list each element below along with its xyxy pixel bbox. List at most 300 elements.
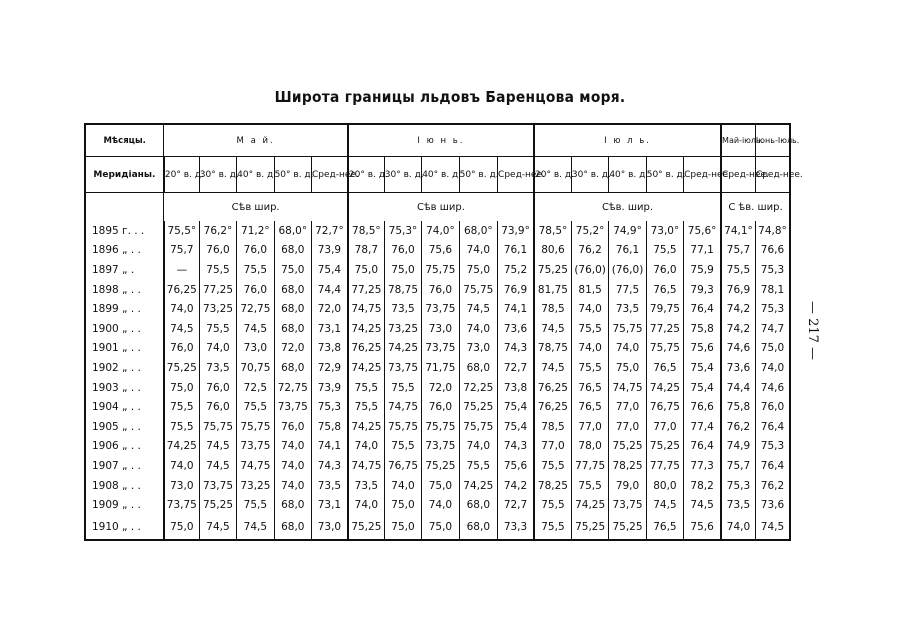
value-cell: 73,0° bbox=[646, 221, 683, 241]
value-cell: 74,5 bbox=[534, 319, 571, 339]
value-cell: 68,0 bbox=[274, 319, 311, 339]
value-cell: 75,5 bbox=[199, 319, 236, 339]
value-cell: 75,25 bbox=[199, 495, 236, 515]
value-cell: 73,6 bbox=[498, 319, 534, 339]
value-cell: 76,25 bbox=[534, 378, 571, 398]
value-cell: 74,2 bbox=[498, 476, 534, 496]
value-cell: 76,6 bbox=[755, 241, 790, 261]
value-cell: 75,0 bbox=[384, 260, 421, 280]
table-row bbox=[85, 299, 790, 319]
value-cell: 73,5 bbox=[199, 358, 236, 378]
value-cell: 75,6° bbox=[684, 221, 721, 241]
value-cell: 77,0 bbox=[609, 417, 646, 437]
value-cell: 81,5 bbox=[571, 280, 608, 300]
value-cell: — bbox=[164, 260, 199, 280]
value-cell: 74,0 bbox=[274, 437, 311, 457]
value-cell: 74,1 bbox=[498, 299, 534, 319]
value-cell: 75,0 bbox=[755, 339, 790, 359]
value-cell: 76,0 bbox=[237, 280, 274, 300]
value-cell: 80,6 bbox=[534, 241, 571, 261]
value-cell: 75,75 bbox=[459, 417, 497, 437]
month-june-july: Іюнь-Іюль. bbox=[755, 124, 790, 157]
value-cell: 78,7 bbox=[348, 241, 384, 261]
value-cell: 68,0 bbox=[274, 280, 311, 300]
value-cell: 71,2° bbox=[237, 221, 274, 241]
value-cell: 73,75 bbox=[422, 339, 459, 359]
value-cell: 77,0 bbox=[646, 417, 683, 437]
value-cell: 73,0 bbox=[237, 339, 274, 359]
year-cell: 1909 „ . . bbox=[85, 495, 164, 515]
year-cell: 1901 „ . . bbox=[85, 339, 164, 359]
value-cell: 76,0 bbox=[199, 397, 236, 417]
header-row-months bbox=[85, 124, 790, 157]
value-cell: 73,9° bbox=[498, 221, 534, 241]
table-row bbox=[85, 495, 790, 515]
value-cell: 74,25 bbox=[348, 358, 384, 378]
value-cell: 75,75 bbox=[646, 339, 683, 359]
value-cell: 75,25 bbox=[609, 437, 646, 457]
month-may-july: Май-іюль. bbox=[721, 124, 755, 157]
page-number-text: — 217 — bbox=[805, 300, 821, 360]
value-cell: 74,1° bbox=[721, 221, 755, 241]
meridian-header: 30° в. д. bbox=[571, 157, 608, 193]
ice-latitude-table bbox=[84, 123, 803, 541]
value-cell: 75,6 bbox=[684, 515, 721, 540]
table-row bbox=[85, 417, 790, 437]
value-cell: 72,75 bbox=[274, 378, 311, 398]
value-cell: 75,75 bbox=[237, 417, 274, 437]
value-cell: 75,5 bbox=[348, 397, 384, 417]
value-cell: 73,5 bbox=[721, 495, 755, 515]
meridian-header: 50° в. д. bbox=[459, 157, 497, 193]
value-cell: 74,75 bbox=[348, 456, 384, 476]
value-cell: 73,75 bbox=[237, 437, 274, 457]
value-cell: 75,4 bbox=[684, 378, 721, 398]
value-cell: 75,4 bbox=[311, 260, 347, 280]
value-cell: 77,3 bbox=[684, 456, 721, 476]
value-cell: 70,75 bbox=[237, 358, 274, 378]
value-cell: 74,0 bbox=[459, 319, 497, 339]
value-cell: 74,25 bbox=[384, 339, 421, 359]
value-cell: 73,75 bbox=[422, 437, 459, 457]
value-cell: 74,0 bbox=[459, 241, 497, 261]
north-lat-label-may: Сѣв шир. bbox=[164, 193, 348, 222]
year-cell: 1910 „ . . bbox=[85, 515, 164, 540]
value-cell: 76,0 bbox=[384, 241, 421, 261]
meridian-header: 30° в. д. bbox=[384, 157, 421, 193]
mean-header: Сред-нее. bbox=[684, 157, 721, 193]
value-cell: 76,75 bbox=[384, 456, 421, 476]
value-cell: 74,5 bbox=[237, 319, 274, 339]
year-cell: 1897 „ . bbox=[85, 260, 164, 280]
value-cell: 75,5 bbox=[571, 319, 608, 339]
mean-header: Сред-нее. bbox=[755, 157, 790, 193]
value-cell: 75,25 bbox=[609, 515, 646, 540]
value-cell: 75,0 bbox=[274, 260, 311, 280]
value-cell: 76,0 bbox=[422, 280, 459, 300]
value-cell: 74,0 bbox=[164, 456, 199, 476]
table-row bbox=[85, 476, 790, 496]
value-cell: 74,5 bbox=[237, 515, 274, 540]
value-cell: 78,5 bbox=[534, 299, 571, 319]
value-cell: 74,0 bbox=[348, 437, 384, 457]
value-cell: 74,0 bbox=[609, 339, 646, 359]
value-cell: 75,3 bbox=[755, 437, 790, 457]
value-cell: 76,0 bbox=[755, 397, 790, 417]
value-cell: 75,9 bbox=[684, 260, 721, 280]
value-cell: 75,7 bbox=[721, 241, 755, 261]
meridian-header: 20° в. д. bbox=[348, 157, 384, 193]
value-cell: 72,7 bbox=[498, 358, 534, 378]
value-cell: (76,0) bbox=[609, 260, 646, 280]
value-cell: 76,0 bbox=[199, 378, 236, 398]
value-cell: 73,5 bbox=[609, 299, 646, 319]
value-cell: 72,0 bbox=[274, 339, 311, 359]
value-cell: 68,0 bbox=[274, 241, 311, 261]
value-cell: 72,25 bbox=[459, 378, 497, 398]
year-cell: 1898 „ . . bbox=[85, 280, 164, 300]
value-cell: 76,2° bbox=[199, 221, 236, 241]
value-cell: 76,9 bbox=[721, 280, 755, 300]
table-row bbox=[85, 437, 790, 457]
value-cell: 74,25 bbox=[571, 495, 608, 515]
value-cell: 75,0 bbox=[348, 260, 384, 280]
value-cell: 74,75 bbox=[609, 378, 646, 398]
value-cell: 73,0 bbox=[459, 339, 497, 359]
value-cell: 74,5 bbox=[199, 515, 236, 540]
value-cell: 76,4 bbox=[755, 417, 790, 437]
value-cell: 74,0 bbox=[274, 456, 311, 476]
value-cell: 74,6 bbox=[721, 339, 755, 359]
value-cell: 73,5 bbox=[384, 299, 421, 319]
meridians-label: Меридіаны. bbox=[85, 157, 164, 193]
value-cell: 74,25 bbox=[348, 319, 384, 339]
value-cell: 75,0 bbox=[164, 378, 199, 398]
value-cell: 74,2 bbox=[721, 319, 755, 339]
year-cell: 1905 „ . . bbox=[85, 417, 164, 437]
value-cell: 72,5 bbox=[237, 378, 274, 398]
table-row bbox=[85, 397, 790, 417]
value-cell: 77,5 bbox=[609, 280, 646, 300]
value-cell: 75,5 bbox=[646, 241, 683, 261]
value-cell: 74,25 bbox=[646, 378, 683, 398]
value-cell: 74,0 bbox=[199, 339, 236, 359]
value-cell: 75,5 bbox=[199, 260, 236, 280]
value-cell: 75,0 bbox=[384, 515, 421, 540]
value-cell: 75,5° bbox=[164, 221, 199, 241]
value-cell: 79,3 bbox=[684, 280, 721, 300]
value-cell: 72,9 bbox=[311, 358, 347, 378]
value-cell: 75,3 bbox=[755, 299, 790, 319]
value-cell: 75,8 bbox=[684, 319, 721, 339]
value-cell: 72,0 bbox=[311, 299, 347, 319]
value-cell: 74,9° bbox=[609, 221, 646, 241]
value-cell: 68,0 bbox=[274, 358, 311, 378]
value-cell: 81,75 bbox=[534, 280, 571, 300]
value-cell: 76,1 bbox=[498, 241, 534, 261]
value-cell: 73,8 bbox=[311, 339, 347, 359]
value-cell: 73,25 bbox=[199, 299, 236, 319]
value-cell: 75,0 bbox=[459, 260, 497, 280]
value-cell: 74,0 bbox=[164, 299, 199, 319]
value-cell: 68,0 bbox=[274, 495, 311, 515]
value-cell: 76,6 bbox=[684, 397, 721, 417]
value-cell: 78,0 bbox=[571, 437, 608, 457]
value-cell: 75,5 bbox=[571, 358, 608, 378]
value-cell: 76,25 bbox=[164, 280, 199, 300]
value-cell: 73,75 bbox=[164, 495, 199, 515]
table-row bbox=[85, 456, 790, 476]
value-cell: 74,3 bbox=[498, 437, 534, 457]
value-cell: 73,9 bbox=[311, 241, 347, 261]
value-cell: 75,5 bbox=[534, 456, 571, 476]
value-cell: 74,75 bbox=[384, 397, 421, 417]
value-cell: 74,6 bbox=[755, 378, 790, 398]
value-cell: 74,0 bbox=[571, 339, 608, 359]
value-cell: 74,1 bbox=[311, 437, 347, 457]
value-cell: 75,5 bbox=[164, 397, 199, 417]
value-cell: 74,5 bbox=[646, 495, 683, 515]
value-cell: 73,6 bbox=[755, 495, 790, 515]
table-row bbox=[85, 221, 790, 241]
value-cell: 74,0 bbox=[459, 437, 497, 457]
value-cell: 68,0 bbox=[459, 515, 497, 540]
value-cell: 76,2 bbox=[721, 417, 755, 437]
value-cell: 74,25 bbox=[164, 437, 199, 457]
value-cell: 68,0 bbox=[459, 495, 497, 515]
year-cell: 1906 „ . . bbox=[85, 437, 164, 457]
meridian-header: 20° в. д. bbox=[534, 157, 571, 193]
value-cell: 75,4 bbox=[684, 358, 721, 378]
value-cell: 77,25 bbox=[646, 319, 683, 339]
value-cell: 76,5 bbox=[646, 515, 683, 540]
value-cell: 75,0 bbox=[422, 515, 459, 540]
value-cell: 80,0 bbox=[646, 476, 683, 496]
meridian-header: 20° в. д. bbox=[164, 157, 199, 193]
table-row bbox=[85, 280, 790, 300]
value-cell: 76,0 bbox=[274, 417, 311, 437]
value-cell: 75,2 bbox=[498, 260, 534, 280]
value-cell: (76,0) bbox=[571, 260, 608, 280]
value-cell: 75,3° bbox=[384, 221, 421, 241]
value-cell: 73,0 bbox=[311, 515, 347, 540]
page-number bbox=[795, 300, 831, 360]
mean-header: Сред-нее. bbox=[311, 157, 347, 193]
value-cell: 68,0° bbox=[459, 221, 497, 241]
value-cell: 74,0° bbox=[422, 221, 459, 241]
value-cell: 74,75 bbox=[348, 299, 384, 319]
value-cell: 76,0 bbox=[422, 397, 459, 417]
value-cell: 79,0 bbox=[609, 476, 646, 496]
value-cell: 75,5 bbox=[384, 378, 421, 398]
value-cell: 77,0 bbox=[609, 397, 646, 417]
value-cell: 75,75 bbox=[199, 417, 236, 437]
value-cell: 75,25 bbox=[646, 437, 683, 457]
mean-header: Сред-нее. bbox=[498, 157, 534, 193]
value-cell: 78,1 bbox=[755, 280, 790, 300]
value-cell: 68,0 bbox=[459, 358, 497, 378]
value-cell: 75,5 bbox=[237, 260, 274, 280]
value-cell: 76,4 bbox=[684, 299, 721, 319]
page-title: Широта границы льдовъ Баренцова моря. bbox=[274, 88, 626, 106]
value-cell: 76,0 bbox=[237, 241, 274, 261]
value-cell: 74,9 bbox=[721, 437, 755, 457]
value-cell: 74,3 bbox=[311, 456, 347, 476]
value-cell: 75,75 bbox=[384, 417, 421, 437]
meridian-header: 40° в. д. bbox=[422, 157, 459, 193]
value-cell: 68,0 bbox=[274, 515, 311, 540]
value-cell: 74,0 bbox=[721, 515, 755, 540]
value-cell: 76,5 bbox=[646, 280, 683, 300]
value-cell: 75,75 bbox=[422, 417, 459, 437]
value-cell: 76,9 bbox=[498, 280, 534, 300]
value-cell: 74,25 bbox=[348, 417, 384, 437]
north-lat-label-june: Сѣв шир. bbox=[348, 193, 534, 222]
value-cell: 72,0 bbox=[422, 378, 459, 398]
value-cell: 75,8 bbox=[721, 397, 755, 417]
value-cell: 75,4 bbox=[498, 417, 534, 437]
value-cell: 78,25 bbox=[609, 456, 646, 476]
value-cell: 77,1 bbox=[684, 241, 721, 261]
value-cell: 75,5 bbox=[534, 515, 571, 540]
value-cell: 75,6 bbox=[498, 456, 534, 476]
value-cell: 75,0 bbox=[422, 476, 459, 496]
value-cell: 73,1 bbox=[311, 495, 347, 515]
value-cell: 76,0 bbox=[646, 260, 683, 280]
value-cell: 75,5 bbox=[237, 397, 274, 417]
value-cell: 77,75 bbox=[646, 456, 683, 476]
month-june: І ю н ь. bbox=[348, 124, 534, 157]
year-cell: 1908 „ . . bbox=[85, 476, 164, 496]
value-cell: 76,0 bbox=[164, 339, 199, 359]
value-cell: 74,2 bbox=[721, 299, 755, 319]
value-cell: 75,4 bbox=[498, 397, 534, 417]
value-cell: 76,5 bbox=[571, 397, 608, 417]
year-cell: 1903 „ . . bbox=[85, 378, 164, 398]
header-row-meridians bbox=[85, 157, 790, 193]
value-cell: 78,5° bbox=[348, 221, 384, 241]
north-lat-label-extra: С ѣв. шир. bbox=[721, 193, 790, 222]
value-cell: 77,0 bbox=[571, 417, 608, 437]
value-cell: 72,7° bbox=[311, 221, 347, 241]
value-cell: 73,5 bbox=[348, 476, 384, 496]
meridian-header: 40° в. д. bbox=[237, 157, 274, 193]
value-cell: 74,3 bbox=[498, 339, 534, 359]
mean-header: Сред-нее. bbox=[721, 157, 755, 193]
value-cell: 76,0 bbox=[199, 241, 236, 261]
value-cell: 75,75 bbox=[422, 260, 459, 280]
year-cell: 1900 „ . . bbox=[85, 319, 164, 339]
table-row bbox=[85, 358, 790, 378]
value-cell: 78,75 bbox=[384, 280, 421, 300]
meridian-header: 40° в. д. bbox=[609, 157, 646, 193]
value-cell: 75,5 bbox=[237, 495, 274, 515]
value-cell: 75,5 bbox=[721, 260, 755, 280]
value-cell: 77,0 bbox=[534, 437, 571, 457]
value-cell: 68,0° bbox=[274, 221, 311, 241]
value-cell: 75,7 bbox=[721, 456, 755, 476]
table-row bbox=[85, 378, 790, 398]
value-cell: 75,25 bbox=[571, 515, 608, 540]
value-cell: 76,2 bbox=[755, 476, 790, 496]
value-cell: 74,0 bbox=[422, 495, 459, 515]
value-cell: 71,75 bbox=[422, 358, 459, 378]
value-cell: 75,25 bbox=[348, 515, 384, 540]
table-row bbox=[85, 319, 790, 339]
value-cell: 73,6 bbox=[721, 358, 755, 378]
value-cell: 76,2 bbox=[571, 241, 608, 261]
value-cell: 74,5 bbox=[199, 456, 236, 476]
table-row bbox=[85, 515, 790, 540]
value-cell: 74,4 bbox=[311, 280, 347, 300]
value-cell: 74,5 bbox=[534, 358, 571, 378]
value-cell: 76,4 bbox=[755, 456, 790, 476]
value-cell: 74,0 bbox=[384, 476, 421, 496]
value-cell: 73,0 bbox=[422, 319, 459, 339]
value-cell: 73,25 bbox=[384, 319, 421, 339]
value-cell: 77,25 bbox=[199, 280, 236, 300]
value-cell: 75,2° bbox=[571, 221, 608, 241]
value-cell: 75,6 bbox=[684, 339, 721, 359]
value-cell: 74,0 bbox=[274, 476, 311, 496]
month-july: І ю л ь. bbox=[534, 124, 721, 157]
value-cell: 73,3 bbox=[498, 515, 534, 540]
value-cell: 78,75 bbox=[534, 339, 571, 359]
value-cell: 75,3 bbox=[755, 260, 790, 280]
value-cell: 74,5 bbox=[459, 299, 497, 319]
value-cell: 75,25 bbox=[422, 456, 459, 476]
table-row bbox=[85, 339, 790, 359]
month-may: М а й. bbox=[164, 124, 348, 157]
value-cell: 73,75 bbox=[199, 476, 236, 496]
value-cell: 76,5 bbox=[646, 358, 683, 378]
value-cell: 73,5 bbox=[311, 476, 347, 496]
value-cell: 76,75 bbox=[646, 397, 683, 417]
value-cell: 76,5 bbox=[571, 378, 608, 398]
header-row-north-latitude bbox=[85, 193, 790, 222]
value-cell: 75,75 bbox=[609, 319, 646, 339]
value-cell: 74,0 bbox=[571, 299, 608, 319]
value-cell: 73,75 bbox=[384, 358, 421, 378]
value-cell: 74,75 bbox=[237, 456, 274, 476]
value-cell: 76,25 bbox=[348, 339, 384, 359]
value-cell: 74,5 bbox=[755, 515, 790, 540]
value-cell: 75,3 bbox=[721, 476, 755, 496]
value-cell: 79,75 bbox=[646, 299, 683, 319]
value-cell: 68,0 bbox=[274, 299, 311, 319]
value-cell: 73,25 bbox=[237, 476, 274, 496]
value-cell: 74,4 bbox=[721, 378, 755, 398]
value-cell: 73,1 bbox=[311, 319, 347, 339]
year-cell: 1896 „ . . bbox=[85, 241, 164, 261]
value-cell: 74,7 bbox=[755, 319, 790, 339]
table-row bbox=[85, 260, 790, 280]
value-cell: 76,25 bbox=[534, 397, 571, 417]
value-cell: 78,2 bbox=[684, 476, 721, 496]
meridian-header: 50° в. д. bbox=[274, 157, 311, 193]
value-cell: 75,25 bbox=[534, 260, 571, 280]
value-cell: 76,1 bbox=[609, 241, 646, 261]
months-label: Мѣсяцы. bbox=[85, 124, 164, 157]
value-cell: 73,75 bbox=[609, 495, 646, 515]
value-cell: 77,4 bbox=[684, 417, 721, 437]
value-cell: 75,0 bbox=[384, 495, 421, 515]
value-cell: 73,9 bbox=[311, 378, 347, 398]
year-cell: 1902 „ . . bbox=[85, 358, 164, 378]
value-cell: 73,0 bbox=[164, 476, 199, 496]
meridian-header: 30° в. д. bbox=[199, 157, 236, 193]
value-cell: 73,75 bbox=[422, 299, 459, 319]
